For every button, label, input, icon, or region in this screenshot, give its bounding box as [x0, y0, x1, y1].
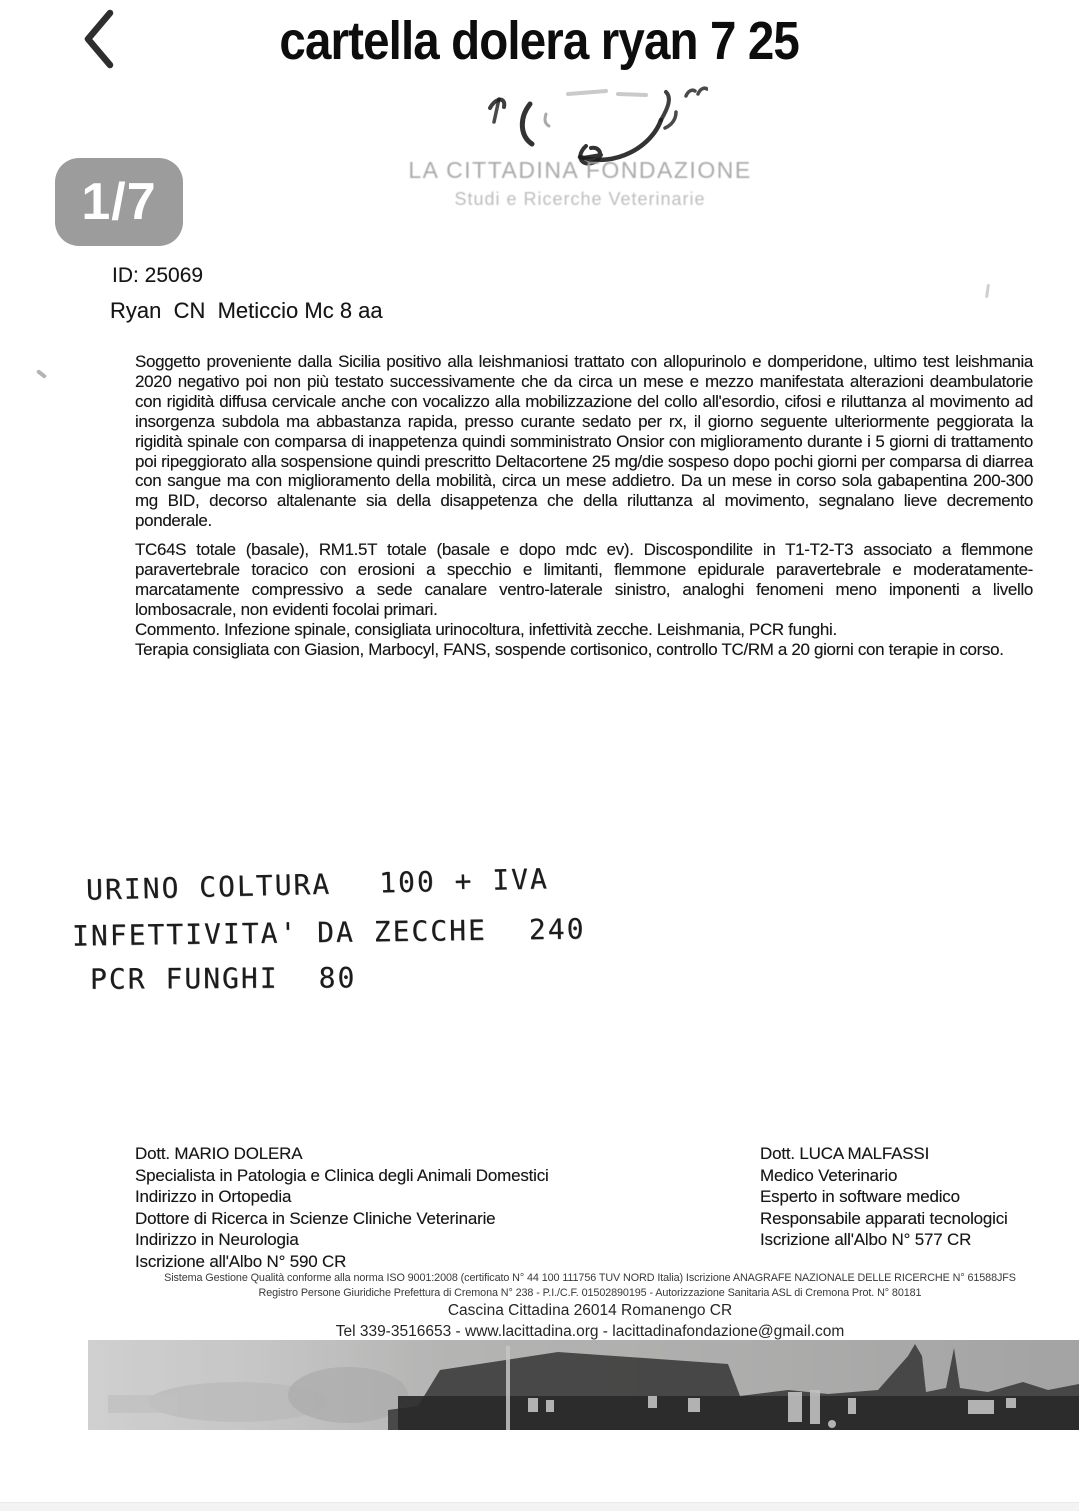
doctor-credential: Responsabile apparati tecnologici [760, 1208, 1008, 1228]
handwritten-price: 100 + IVA [378, 862, 550, 900]
footer-fineprint [120, 1271, 1060, 1300]
handwritten-quote-pcr-funghi [90, 961, 356, 995]
page-title: cartella dolera ryan 7 25 [279, 11, 800, 71]
report-findings-paragraph: TC64S totale (basale), RM1.5T totale (basale e dopo mdc ev). Discospondilite in T1-T2-T3 associato a flemmone paravertebrale toracico con erosioni a specchio e limitanti, flemmone epidurale paravertebrale e moderatamente-marcatamente compressivo a sede canalare ventro-laterale sinistro, analoghi fenomeni meno imponenti a livello lombosacrale, non evidenti focolai primari. [135, 540, 1033, 619]
report-comment-line: Commento. Infezione spinale, consigliata urinocoltura, infettività zecche. Leishmania, PCR funghi. [135, 619, 837, 639]
doctor-name: Dott. LUCA MALFASSI [760, 1144, 930, 1163]
doctor-credential: Specialista in Patologia e Clinica degli Animali Domestici [135, 1165, 549, 1185]
page-indicator-badge [55, 158, 183, 246]
footer-address: Cascina Cittadina 26014 Romanengo CR [447, 1302, 733, 1319]
doctor-name: Dott. MARIO DOLERA [135, 1144, 303, 1163]
handwritten-item: INFETTIVITA' DA ZECCHE [71, 913, 488, 953]
report-therapy-paragraph: Terapia consigliata con Giasion, Marbocyl, FANS, sospende cortisonico, controllo TC/RM a 20 giorni con terapie in corso. [135, 639, 1004, 659]
doctors-signature-block [135, 1143, 1032, 1273]
patient-signalment: Ryan CN Meticcio Mc 8 aa [110, 298, 383, 323]
organization-subtitle: Studi e Ricerche Veterinarie [454, 189, 706, 209]
organization-name: LA CITTADINA FONDAZIONE [408, 157, 752, 183]
doctor-credential: Medico Veterinario [760, 1165, 898, 1185]
footer-quality-line: Sistema Gestione Qualità conforme alla norma ISO 9001:2008 (certificato N° 44 100 111756 TUV NORD Italia) Iscrizione ANAGRAFE NAZIONALE DELLE RICERCHE N° 61588JFS [164, 1272, 1016, 1284]
handwritten-quote-urinocoltura [86, 862, 550, 906]
doctor-credential: Indirizzo in Ortopedia [135, 1187, 292, 1207]
doctor-registration: Iscrizione all'Albo N° 590 CR [135, 1251, 347, 1271]
page-indicator-label: 1/7 [81, 173, 157, 231]
footer-contacts: Tel 339-3516653 - www.lacittadina.org - lacittadinafondazione@gmail.com [335, 1323, 845, 1340]
scan-artifact [985, 284, 990, 298]
scan-artifact [36, 369, 47, 379]
report-history-paragraph: Soggetto proveniente dalla Sicilia positivo alla leishmaniosi trattato con allopurinolo e domperidone, ultimo test leishmania 2020 negativo poi non più testato successivamente che da circa un mese e mezzo manifestata alterazioni deambulatorie con rigidità diffusa cervicale anche con vocalizzo alla mobilizzazione del collo all'esordio, cifosi e riluttanza al movimento ad insorgenza subdola ma abbastanza rapida, presso curante sedato per rx, il giorno seguente ulteriormente peggiorata la rigidità spinale con comparsa di inappetenza quindi somministrato Onsior con miglioramento durante i 5 giorni di trattamento poi ripeggiorato alla sospensione quindi prescritto Deltacortene 25 mg/die sospeso dopo pochi giorni per comparsa di diarrea con sangue ma con miglioramento della mobilità, circa un mese addietro. Da un mese in corso sola gabapentina 200-300 mg BID, decorso altalenante sia della disappetenza che della riluttanza al movimento, segnalano lieve decremento ponderale. [135, 352, 1033, 531]
handwritten-item: PCR FUNGHI [89, 961, 279, 996]
report-body [135, 352, 1033, 660]
handwritten-item: URINO COLTURA [85, 867, 332, 907]
footer-registry-line: Registro Persone Giuridiche Prefettura di Cremona N° 238 - P.I./C.F. 01502890195 - Autorizzazione Sanitaria ASL di Cremona Prot. N° 80181 [258, 1286, 922, 1299]
farmhouse-photo [88, 1340, 1079, 1430]
patient-id: ID: 25069 [112, 264, 204, 287]
doctor-credential: Esperto in software medico [760, 1187, 960, 1207]
doctor-right-column [760, 1143, 1032, 1273]
doctor-credential: Indirizzo in Neurologia [135, 1230, 299, 1250]
bottom-toolbar-edge [0, 1502, 1079, 1511]
handwritten-price: 80 [318, 961, 357, 995]
handwritten-price: 240 [528, 912, 586, 947]
handwritten-quote-zecche [72, 912, 586, 952]
doctor-left-column [135, 1143, 549, 1273]
doctor-credential: Dottore di Ricerca in Scienze Cliniche Veterinarie [135, 1208, 496, 1228]
doctor-registration: Iscrizione all'Albo N° 577 CR [760, 1230, 972, 1250]
